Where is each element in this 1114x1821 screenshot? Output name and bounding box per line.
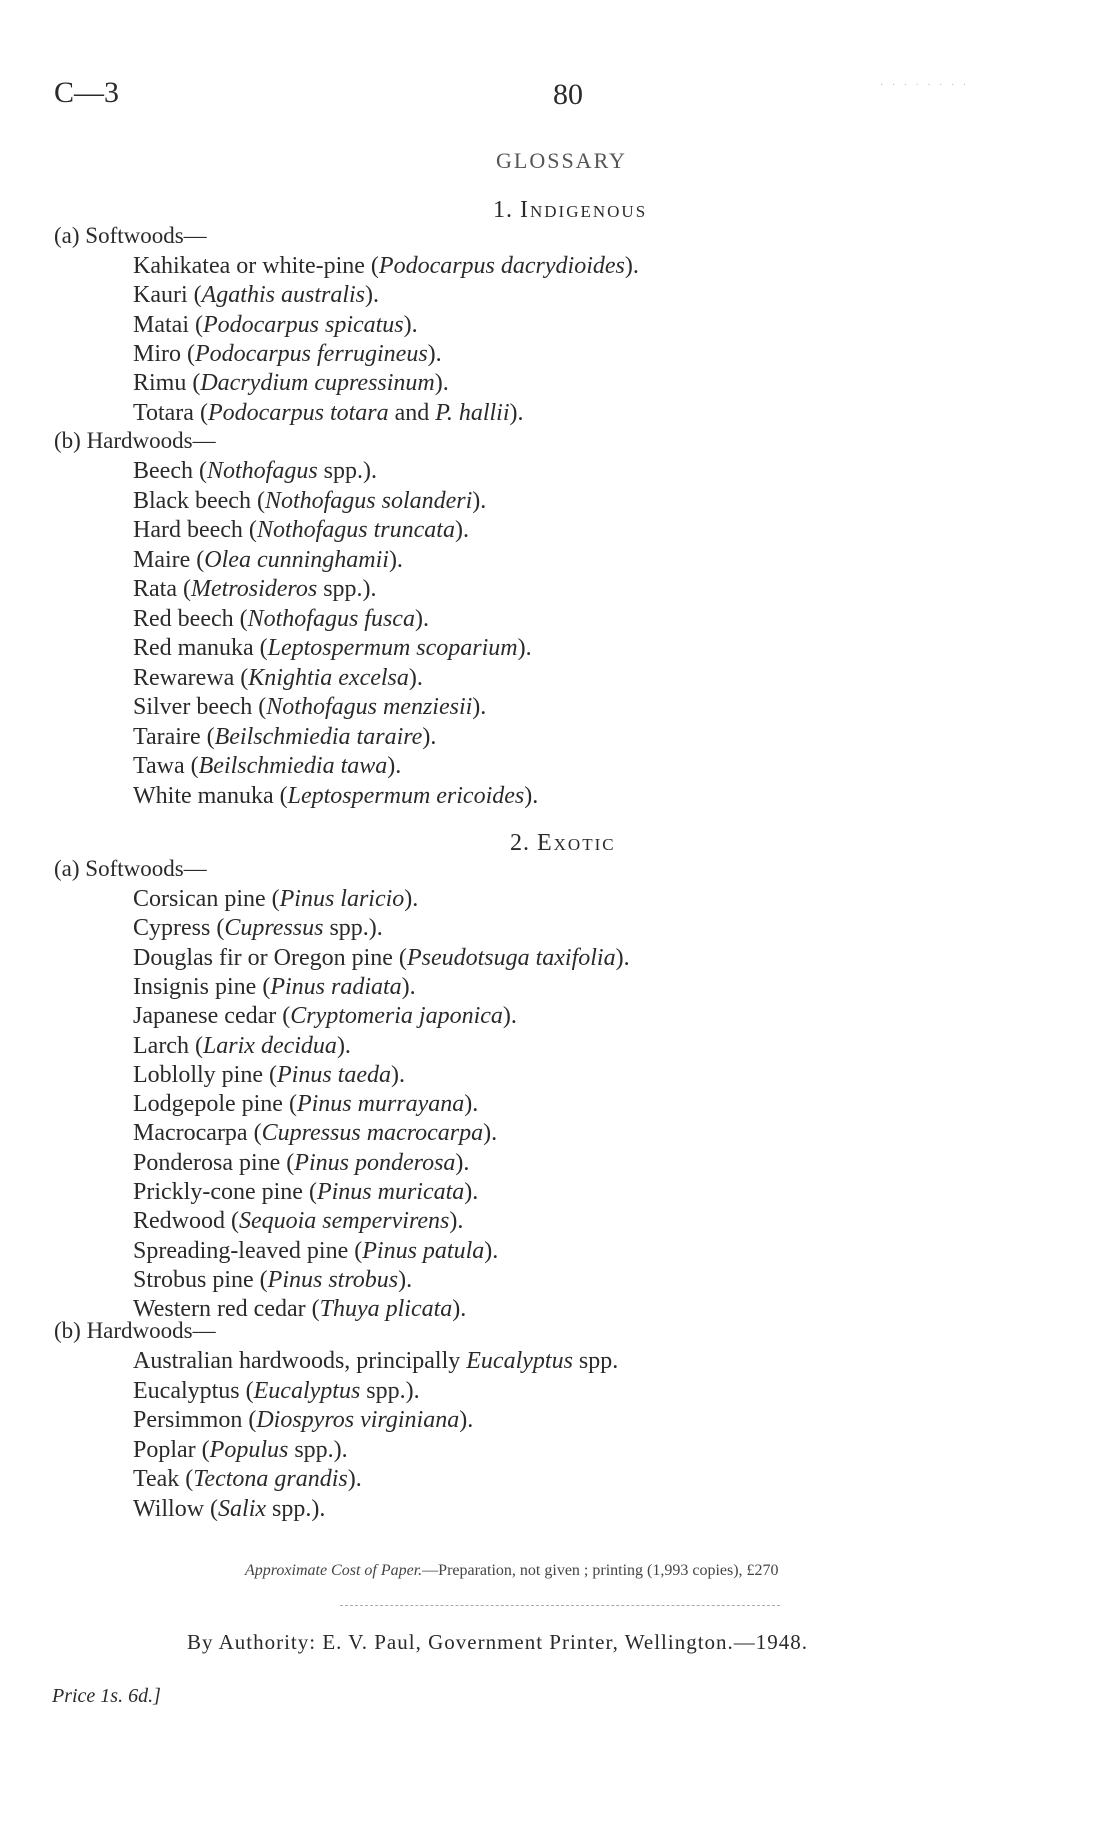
scientific-name: Dacrydium cupressinum (200, 370, 435, 397)
scientific-name: Pinus laricio (279, 886, 405, 912)
glossary-entry (133, 253, 639, 280)
glossary-entry (133, 1208, 463, 1235)
common-name: Ponderosa pine ( (133, 1149, 295, 1176)
entry-tail: ). (484, 1237, 499, 1264)
scientific-name: Leptospermum scoparium (267, 635, 518, 661)
glossary-entry (133, 458, 377, 485)
scientific-name: Tectona grandis (193, 1466, 348, 1492)
glossary-entry (133, 488, 486, 515)
common-name: Strobus pine ( (133, 1266, 268, 1293)
scientific-name: Pinus patula (362, 1237, 485, 1264)
common-name: Silver beech ( (133, 694, 267, 720)
glossary-entry (133, 1466, 362, 1493)
scientific-name: Pinus radiata (270, 973, 402, 1000)
group-label: (b) Hardwoods— (54, 428, 216, 453)
entry-tail: ). (390, 1061, 405, 1088)
entry-tail: spp. (572, 1348, 619, 1374)
section-number: 1. (493, 197, 513, 223)
glossary-entry (133, 665, 423, 692)
section-title: Indigenous (520, 197, 648, 223)
scientific-name: P. hallii (435, 399, 510, 426)
entry-tail: ). (347, 1466, 362, 1492)
entry-tail: ). (464, 1179, 479, 1205)
glossary-entry (133, 1496, 325, 1523)
common-name: Rimu ( (133, 370, 201, 397)
cost-note-label: Approximate Cost of Paper. (245, 1562, 423, 1579)
common-name: Totara ( (133, 399, 208, 426)
divider (340, 1605, 780, 1606)
common-name: Red beech ( (133, 605, 248, 632)
common-name: Japanese cedar ( (133, 1003, 291, 1030)
page-number: 80 (553, 78, 583, 111)
scientific-name: Agathis australis (201, 282, 365, 309)
glossary-entry (133, 1033, 351, 1060)
common-name: Prickly-cone pine ( (133, 1179, 317, 1205)
scientific-name: Diospyros virginiana (256, 1407, 460, 1433)
entry-tail: ). (483, 1120, 498, 1147)
entry-tail: spp.). (317, 458, 377, 484)
common-name: Red manuka ( (133, 635, 268, 661)
glossary-entry (133, 635, 532, 662)
common-name: Kahikatea or white-pine ( (133, 253, 379, 279)
common-name: Willow ( (133, 1495, 219, 1522)
glossary-entry (133, 547, 403, 574)
common-name: White manuka ( (133, 782, 288, 809)
common-name: Redwood ( (133, 1208, 239, 1235)
glossary-entry (133, 1003, 517, 1030)
common-name: Tawa ( (133, 753, 199, 779)
entry-tail: ). (454, 517, 469, 543)
entry-tail: ). (615, 944, 630, 971)
scientific-name: Nothofagus solanderi (264, 487, 473, 514)
common-name: Insignis pine ( (133, 973, 271, 1000)
common-name: Teak ( (133, 1466, 194, 1492)
common-name: Douglas fir or Oregon pine ( (133, 944, 407, 971)
common-name: Hard beech ( (133, 517, 257, 543)
common-name: Taraire ( (133, 723, 215, 750)
entry-tail: ). (336, 1032, 351, 1059)
section-number: 2. (510, 830, 530, 856)
scientific-name: Nothofagus menziesii (266, 694, 473, 720)
scientific-name: Thuya plicata (319, 1296, 453, 1323)
entry-tail: ). (624, 253, 639, 279)
entry-tail: ). (502, 1003, 517, 1030)
glossary-entry (133, 753, 401, 780)
glossary-entry (133, 370, 449, 397)
scientific-name: Eucalyptus (466, 1348, 573, 1374)
scientific-name: Cupressus (224, 915, 324, 942)
glossary-entry (133, 1062, 405, 1089)
common-name: Miro ( (133, 340, 195, 367)
group-label: (a) Softwoods— (54, 856, 207, 881)
entry-tail: ). (414, 605, 429, 632)
entry-tail: ). (422, 723, 437, 750)
common-name: Rata ( (133, 576, 191, 602)
scientific-name: Salix (218, 1495, 267, 1522)
scientific-name: Cryptomeria japonica (290, 1003, 503, 1030)
scan-specks: · · · · · · · · (880, 80, 970, 91)
scientific-name: Beilschmiedia tawa (198, 753, 388, 779)
scientific-name: Nothofagus fusca (247, 605, 415, 632)
scientific-name: Pinus strobus (267, 1266, 399, 1293)
entry-tail: ). (365, 282, 379, 309)
entry-tail: spp.). (323, 915, 383, 942)
scientific-name: Podocarpus ferrugineus (195, 340, 428, 367)
glossary-entry (133, 1407, 473, 1434)
entry-tail: ). (464, 1091, 479, 1118)
scientific-name: Larix decidua (202, 1032, 337, 1059)
glossary-entry (133, 915, 383, 942)
entry-tail: ). (427, 340, 442, 367)
common-name: Spreading-leaved pine ( (133, 1237, 363, 1264)
glossary-entry (133, 1238, 498, 1265)
common-name: Kauri ( (133, 282, 202, 309)
common-name: Maire ( (133, 546, 205, 573)
entry-tail: ). (387, 753, 402, 779)
price: Price 1s. 6d.] (52, 1685, 161, 1707)
glossary-entry (133, 974, 416, 1001)
common-name: Western red cedar ( (133, 1296, 320, 1323)
entry-tail: ). (449, 1208, 464, 1235)
scientific-name: Cupressus macrocarpa (261, 1120, 484, 1147)
scientific-name: Pseudotsuga taxifolia (406, 944, 616, 971)
scientific-name: Metrosideros (190, 576, 318, 602)
entry-tail: ). (403, 311, 418, 338)
glossary-entry (133, 724, 436, 751)
glossary-entry (133, 1120, 497, 1147)
section-title: Exotic (537, 830, 616, 856)
group-label: (b) Hardwoods— (54, 1318, 216, 1343)
entry-tail: ). (455, 1149, 470, 1176)
section-heading-indigenous (493, 197, 647, 224)
entry-tail: ). (472, 694, 487, 720)
glossary-entry (133, 1378, 420, 1405)
common-name: Black beech ( (133, 487, 265, 514)
common-name: Australian hardwoods, principally (133, 1348, 467, 1374)
entry-tail: spp.). (360, 1377, 420, 1404)
scientific-name: Nothofagus (206, 458, 318, 484)
entry-tail: spp.). (317, 576, 377, 602)
scientific-name: Pinus muricata (316, 1179, 465, 1205)
glossary-entry (133, 576, 377, 603)
glossary-entry (133, 945, 630, 972)
common-name: Cypress ( (133, 915, 225, 942)
glossary-entry (133, 1437, 348, 1464)
cost-note (245, 1562, 779, 1580)
common-name: Matai ( (133, 311, 203, 338)
entry-tail: ). (472, 487, 487, 514)
entry-tail: ). (398, 1266, 413, 1293)
common-name: Beech ( (133, 458, 207, 484)
entry-tail: ). (388, 546, 403, 573)
entry-tail: spp.). (266, 1495, 326, 1522)
scientific-name: Pinus murrayana (296, 1091, 465, 1118)
entry-tail: and (388, 399, 436, 426)
entry-tail: spp.). (288, 1436, 348, 1463)
page-title: GLOSSARY (496, 148, 627, 173)
section-heading-exotic (510, 830, 616, 857)
scientific-name: Podocarpus dacrydioides (378, 253, 625, 279)
scientific-name: Pinus ponderosa (294, 1149, 456, 1176)
glossary-entry (133, 1348, 618, 1375)
glossary-entry (133, 606, 429, 633)
scientific-name: Populus (209, 1436, 289, 1463)
glossary-entry (133, 1150, 469, 1177)
entry-tail: ). (434, 370, 449, 397)
common-name: Macrocarpa ( (133, 1120, 262, 1147)
glossary-entry (133, 517, 469, 544)
scientific-name: Sequoia sempervirens (238, 1208, 450, 1235)
glossary-entry (133, 1091, 478, 1118)
entry-tail: ). (509, 399, 524, 426)
glossary-entry (133, 694, 486, 721)
glossary-entry (133, 341, 442, 368)
common-name: Poplar ( (133, 1436, 210, 1463)
glossary-entry (133, 312, 418, 339)
common-name: Eucalyptus ( (133, 1377, 254, 1404)
glossary-entry (133, 1267, 412, 1294)
entry-tail: ). (524, 782, 539, 809)
common-name: Larch ( (133, 1032, 203, 1059)
common-name: Rewarewa ( (133, 664, 249, 691)
scientific-name: Olea cunninghamii (204, 546, 389, 573)
glossary-entry (133, 886, 418, 913)
glossary-entry (133, 400, 524, 427)
document-code: C—3 (54, 76, 120, 109)
entry-tail: ). (459, 1407, 474, 1433)
scientific-name: Podocarpus spicatus (202, 311, 404, 338)
scientific-name: Beilschmiedia taraire (214, 723, 423, 750)
scientific-name: Pinus taeda (276, 1061, 391, 1088)
scientific-name: Podocarpus totara (207, 399, 389, 426)
entry-tail: ). (404, 886, 419, 912)
common-name: Persimmon ( (133, 1407, 257, 1433)
scientific-name: Leptospermum ericoides (287, 782, 525, 809)
entry-tail: ). (401, 973, 416, 1000)
glossary-entry (133, 282, 379, 309)
glossary-entry (133, 1179, 478, 1206)
scientific-name: Knightia excelsa (248, 664, 409, 691)
entry-tail: ). (452, 1296, 467, 1323)
entry-tail: ). (408, 664, 423, 691)
entry-tail: ). (517, 635, 532, 661)
common-name: Loblolly pine ( (133, 1061, 277, 1088)
scientific-name: Eucalyptus (253, 1377, 361, 1404)
glossary-entry (133, 783, 538, 810)
common-name: Lodgepole pine ( (133, 1091, 297, 1118)
printer-authority: By Authority: E. V. Paul, Government Printer, Wellington.—1948. (187, 1630, 809, 1654)
common-name: Corsican pine ( (133, 886, 280, 912)
cost-note-text: —Preparation, not given ; printing (1,993 copies), £270 (422, 1562, 779, 1579)
group-label: (a) Softwoods— (54, 223, 207, 248)
scientific-name: Nothofagus truncata (256, 517, 455, 543)
